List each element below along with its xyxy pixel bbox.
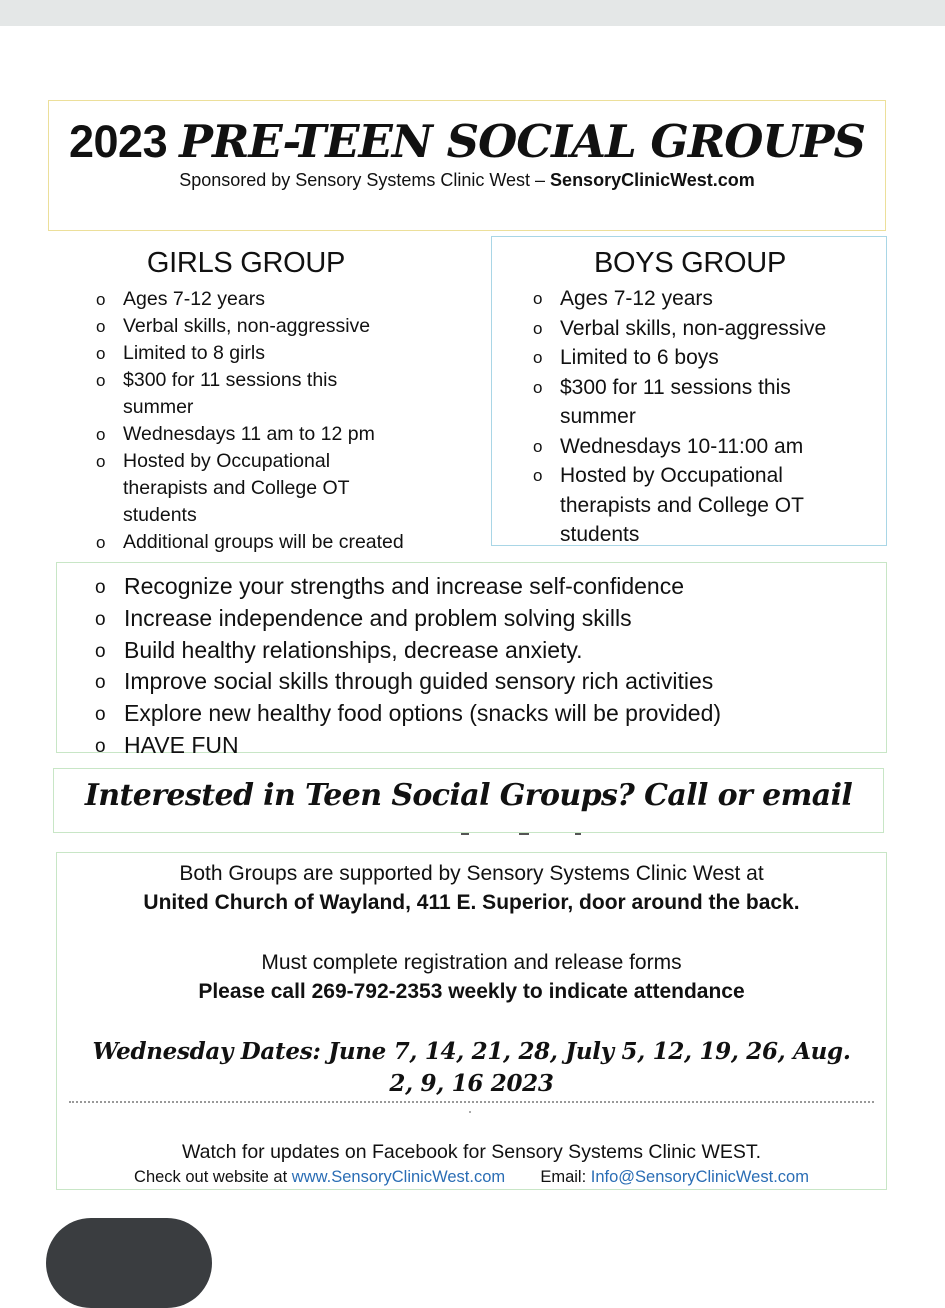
list-item — [96, 448, 413, 529]
header-box — [48, 100, 886, 231]
list-item-text: Wednesdays 10-11:00 am — [560, 434, 804, 458]
bullet-icon: o — [533, 377, 543, 397]
sponsor-site: SensoryClinicWest.com — [550, 170, 755, 190]
email-prefix: Email: — [540, 1168, 587, 1186]
title-text: PRE-TEEN SOCIAL GROUPS — [179, 115, 865, 168]
list-item-text: Wednesdays 11 am to 12 pm — [123, 423, 375, 445]
title-year: 2023 — [69, 116, 168, 167]
teen-groups-heading: Interested in Teen Social Groups? Call or email — [84, 778, 853, 813]
list-item-text: Ages 7-12 years — [560, 287, 713, 310]
list-item — [95, 666, 884, 698]
info-box — [56, 852, 887, 1190]
boys-group — [491, 236, 887, 546]
girls-group-list — [96, 286, 413, 556]
list-item — [95, 635, 884, 667]
bullet-icon: o — [96, 344, 106, 363]
list-item — [95, 730, 884, 762]
address-line: United Church of Wayland, 411 E. Superior, door around the back. — [143, 891, 800, 914]
email-link[interactable]: Info@SensoryClinicWest.com — [590, 1168, 809, 1186]
bullet-icon: o — [96, 290, 106, 309]
list-item — [96, 340, 413, 367]
list-item-text: Hosted by Occupational therapists and College OT students — [123, 450, 350, 526]
list-item — [96, 367, 413, 421]
bullet-icon: o — [533, 289, 543, 308]
boys-group-title: BOYS GROUP — [594, 247, 786, 279]
support-line: Both Groups are supported by Sensory Systems Clinic West at — [179, 862, 764, 885]
list-item — [96, 286, 413, 313]
sponsor-prefix: Sponsored by Sensory Systems Clinic West – — [179, 170, 546, 190]
bullet-icon: o — [95, 735, 106, 757]
bullet-icon: o — [96, 533, 106, 552]
cut-off-text-marks — [459, 830, 599, 838]
bullet-icon: o — [533, 436, 543, 456]
bullet-icon: o — [95, 672, 106, 694]
list-item-text: $300 for 11 sessions this summer — [560, 375, 791, 428]
list-item-text: Improve social skills through guided sensory rich activities — [124, 668, 714, 695]
dotted-divider — [69, 1101, 874, 1103]
cut-off-text-fragment — [459, 825, 599, 833]
list-item — [533, 343, 870, 373]
bullet-icon: o — [96, 317, 106, 336]
list-item — [96, 421, 413, 448]
list-item — [533, 314, 870, 344]
bullet-icon: o — [96, 452, 106, 471]
bullet-icon: o — [95, 640, 106, 662]
list-item — [533, 432, 870, 462]
list-item-text: Explore new healthy food options (snacks will be provided) — [124, 700, 722, 727]
list-item-text: Verbal skills, non-aggressive — [560, 316, 827, 340]
list-item — [95, 603, 884, 635]
list-item-text: HAVE FUN — [124, 731, 239, 758]
bullet-icon: o — [96, 425, 106, 444]
list-item — [96, 529, 413, 556]
list-item-text: Additional groups will be created — [123, 531, 404, 553]
list-item — [96, 313, 413, 340]
browser-top-bar — [0, 0, 945, 26]
list-item-text: $300 for 11 sessions this summer — [123, 369, 338, 418]
bullet-icon: o — [533, 466, 543, 485]
list-item-text: Build healthy relationships, decrease anxiety. — [124, 636, 583, 663]
website-prefix: Check out website at — [134, 1168, 288, 1186]
girls-group-title: GIRLS GROUP — [146, 247, 346, 279]
list-item-text: Limited to 8 girls — [123, 342, 265, 364]
divider-dot — [469, 1111, 471, 1113]
list-item — [533, 373, 870, 432]
bullet-icon: o — [95, 704, 106, 726]
call-line: Please call 269-792-2353 weekly to indicate attendance — [198, 980, 745, 1003]
teen-groups-box — [53, 768, 884, 833]
benefits-box — [56, 562, 887, 758]
contact-line — [57, 1168, 886, 1187]
boys-group-list — [533, 284, 870, 550]
sponsor-line — [49, 170, 885, 191]
girls-group — [60, 230, 460, 553]
dates-line: Wednesday Dates: June 7, 14, 21, 28, July 5, 12, 19, 26, Aug. 2, 9, 16 2023 — [92, 1038, 851, 1097]
list-item-text: Limited to 6 boys — [560, 346, 719, 369]
bullet-icon: o — [533, 318, 543, 338]
list-item-text: Verbal skills, non-aggressive — [123, 315, 371, 337]
facebook-line: Watch for updates on Facebook for Sensory Systems Clinic WEST. — [181, 1141, 762, 1163]
floating-action-button[interactable] — [46, 1218, 212, 1308]
bullet-icon: o — [95, 577, 106, 598]
list-item-text: Hosted by Occupational therapists and College OT students — [560, 464, 804, 546]
forms-line: Must complete registration and release forms — [261, 951, 682, 974]
list-item — [95, 698, 884, 730]
bullet-icon: o — [96, 371, 106, 390]
benefits-list — [95, 571, 884, 762]
page-title — [49, 115, 885, 168]
bullet-icon: o — [95, 608, 106, 630]
list-item-text: Ages 7-12 years — [123, 288, 265, 310]
list-item-text: Increase independence and problem solving skills — [124, 604, 632, 631]
list-item — [95, 571, 884, 603]
list-item-text: Recognize your strengths and increase self-confidence — [124, 573, 684, 599]
website-link[interactable]: www.SensoryClinicWest.com — [291, 1168, 506, 1186]
bullet-icon: o — [533, 348, 543, 367]
list-item — [533, 284, 870, 314]
list-item — [533, 461, 870, 550]
